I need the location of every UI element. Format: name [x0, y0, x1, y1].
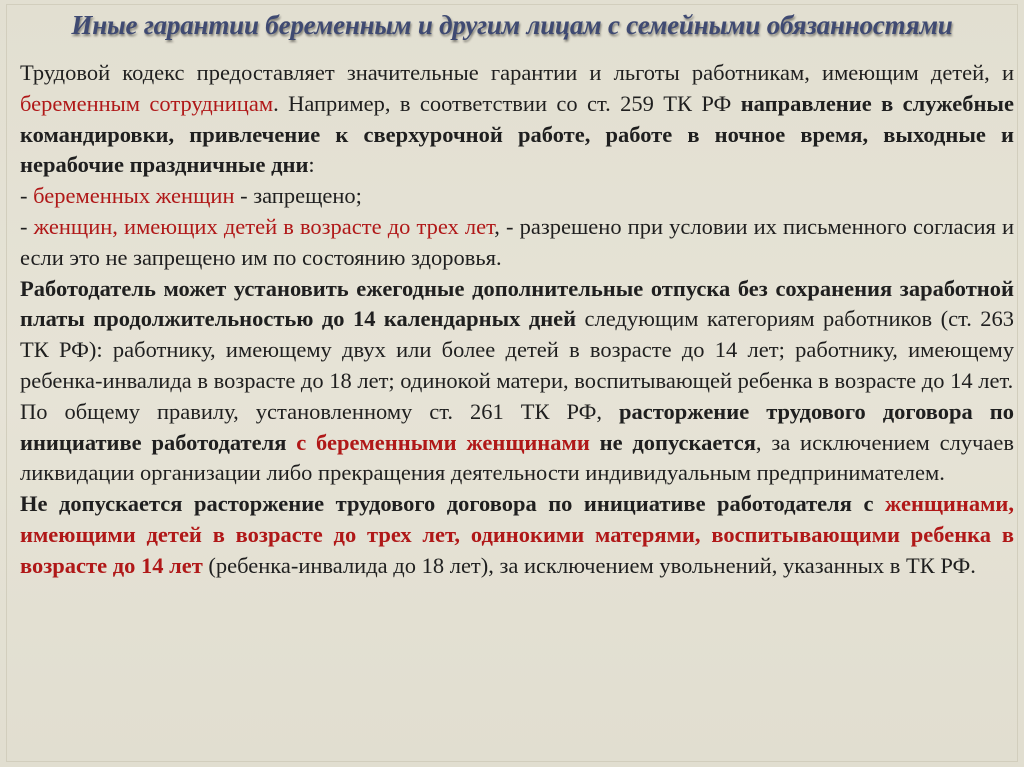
text: :: [308, 152, 315, 178]
paragraph-dismissal-rule: [20, 397, 1014, 489]
text: (ребенка-инвалида до 18 лет), за исключением увольнений, указанных в ТК РФ.: [202, 552, 976, 578]
slide-title: Иные гарантии беременным и другим лицам с семейными обязанностями: [71, 10, 953, 40]
highlight-text: беременным сотрудницам: [20, 90, 274, 116]
highlight-text: женщин, имеющих детей в возрасте до трех лет: [33, 213, 495, 239]
text: , за исключением случаев ликвидации организации либо прекращения деятельности индивидуальным предпринимателем.: [20, 429, 1014, 486]
text: -: [20, 183, 34, 209]
text: - запрещено;: [234, 183, 362, 209]
paragraph-pregnant-forbidden: [20, 181, 1014, 212]
highlight-text: беременных женщин: [33, 183, 235, 209]
text: следующим категориям работников (ст. 263 ТК РФ): работнику, имеющему двух или более детей в возрасте до 14 лет; работнику, имеющему ребенка-инвалида в возрасте до 18 лет; одинокой матери, воспитывающей ребенка в возрасте до 14 лет.: [20, 306, 1014, 393]
highlight-bold-text: женщинами, имеющими детей в возрасте до трех лет, одинокими матерями, воспитывающими ребенка в возрасте до 14 лет: [20, 491, 1014, 578]
slide-body: [20, 58, 1014, 582]
paragraph-dismissal-prohibited: [20, 489, 1014, 581]
bold-text: направление в служебные командировки, привлечение к сверхурочной работе, работе в ночное время, выходные и нерабочие праздничные дни: [20, 90, 1014, 178]
text: , - разрешено при условии их письменного согласия и если это не запрещено им по состоянию здоровья.: [20, 213, 1015, 270]
text: . Например, в соответствии со ст. 259 ТК РФ: [273, 90, 741, 116]
text: По общему правилу, установленному ст. 261 ТК РФ,: [20, 398, 620, 424]
text: -: [20, 213, 34, 239]
highlight-bold-text: с беременными женщинами: [296, 429, 590, 455]
bold-text: не допускается: [589, 429, 756, 455]
bold-text: Работодатель может установить ежегодные дополнительные отпуска без сохранения заработной платы продолжительностью до 14 календарных дней: [20, 275, 1014, 332]
bold-text: Не допускается расторжение трудового договора по инициативе работодателя с: [20, 491, 885, 517]
paragraph-guarantees: [20, 58, 1014, 181]
bold-text: расторжение трудового договора по инициативе работодателя: [20, 398, 1014, 455]
paragraph-unpaid-leave: [20, 274, 1014, 397]
paragraph-mothers-allowed: [20, 212, 1014, 274]
text: Трудовой кодекс предоставляет значительные гарантии и льготы работникам, имеющим детей, и: [20, 60, 1014, 85]
